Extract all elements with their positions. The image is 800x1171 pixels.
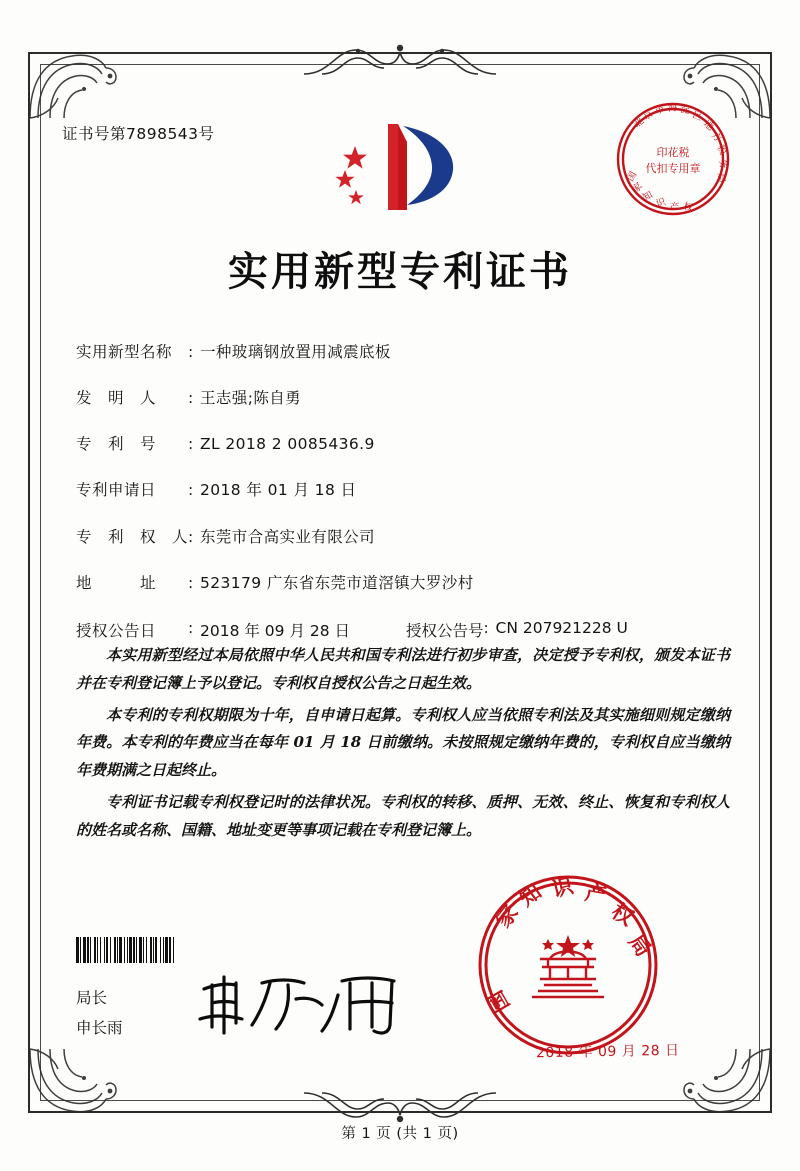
- svg-text:家: 家: [490, 900, 523, 933]
- signature-block: [76, 984, 123, 1043]
- svg-text:方: 方: [708, 129, 724, 145]
- svg-text:家: 家: [630, 180, 645, 196]
- field-label: 发 明 人: [76, 389, 157, 408]
- field-row: [76, 342, 738, 362]
- svg-text:局: 局: [715, 173, 726, 183]
- seal-date: 2018 年 09 月 28 日: [536, 1042, 681, 1062]
- page-footer: 第 1 页 (共 1 页): [341, 1126, 459, 1142]
- svg-text:国: 国: [482, 986, 515, 1017]
- svg-text:北: 北: [631, 115, 647, 131]
- seal-icon: [612, 98, 734, 220]
- field-value: 523179 广东省东莞市道滘镇大罗沙村: [200, 573, 474, 592]
- field-value: 东莞市合高实业有限公司: [200, 527, 375, 546]
- svg-text:知: 知: [641, 189, 655, 204]
- bottom-ornament-icon: [300, 1087, 500, 1127]
- field-colon: :: [188, 527, 194, 546]
- svg-text:识: 识: [549, 872, 576, 902]
- legal-text: [76, 642, 730, 848]
- svg-text:区: 区: [690, 109, 704, 124]
- svg-text:知: 知: [514, 878, 546, 912]
- field-value: 一种玻璃钢放置用减震底板: [200, 343, 391, 361]
- field-colon: :: [188, 481, 194, 500]
- field-label: 专 利 权 人: [76, 527, 189, 546]
- field-row: [76, 527, 738, 547]
- top-ornament-icon: [300, 40, 500, 80]
- grant-date-value: 2018 年 09 月 28 日: [200, 621, 351, 640]
- field-value: ZL 2018 2 0085436.9: [200, 435, 375, 454]
- svg-text:识: 识: [654, 196, 667, 210]
- field-label: 专 利 号: [76, 435, 157, 454]
- field-colon: :: [188, 389, 194, 408]
- field-row: [76, 434, 738, 454]
- svg-text:淀: 淀: [679, 104, 691, 117]
- director-name-label: 申长雨: [76, 1018, 123, 1037]
- svg-text:产: 产: [669, 201, 680, 213]
- svg-text:国: 国: [625, 169, 640, 184]
- paragraph: 本实用新型经过本局依照中华人民共和国专利法进行初步审查，决定授予专利权，颁发本证书并在专利登记簿上予以登记。专利权自授权公告之日起生效。: [76, 646, 730, 692]
- grant-number-value: CN 207921228 U: [495, 618, 628, 637]
- field-value: 2018 年 01 月 18 日: [200, 481, 357, 500]
- certificate-number: 证书号第7898543号: [62, 125, 215, 143]
- barcode: [76, 937, 308, 963]
- grant-row: [76, 619, 738, 641]
- grant-date-label: 授权公告日: [76, 621, 157, 640]
- svg-text:权: 权: [682, 201, 694, 214]
- svg-text:局: 局: [623, 929, 657, 961]
- field-label: 专利申请日: [76, 481, 157, 500]
- field-colon: :: [188, 343, 194, 361]
- svg-text:务: 务: [716, 158, 730, 170]
- field-list: [76, 342, 738, 641]
- paragraph: 专利证书记载专利权登记时的法律状况。专利权的转移、质押、无效、终止、恢复和专利权人的姓名或名称、国籍、地址变更等事项记载在专利登记簿上。: [76, 792, 730, 839]
- svg-text:地: 地: [701, 118, 716, 134]
- svg-text:权: 权: [607, 898, 639, 931]
- field-value: 王志强;陈自勇: [200, 389, 302, 408]
- patent-office-logo-icon: [315, 112, 485, 222]
- field-colon: :: [188, 573, 194, 592]
- svg-text:京: 京: [641, 108, 655, 123]
- svg-text:印花税: 印花税: [656, 146, 690, 159]
- certificate-content: [62, 92, 738, 1081]
- svg-text:产: 产: [583, 879, 609, 908]
- field-label: 地 址: [76, 573, 157, 592]
- field-row: [76, 573, 738, 593]
- field-row: [76, 388, 738, 408]
- paragraph: 本专利的专利权期限为十年，自申请日起算。专利权人应当依照专利法及其实施细则规定缴纳年费。本专利的年费应当在每年 01 月 18 日前缴纳。未按照规定缴纳年费的，专利权自应当缴纳年费期满之日起终止。: [76, 705, 730, 779]
- field-colon: :: [188, 618, 194, 637]
- page-title: 实用新型专利证书: [228, 248, 572, 295]
- director-role-label: 局长: [76, 989, 108, 1008]
- handwritten-signature-icon: [192, 969, 422, 1041]
- svg-text:代扣专用章: 代扣专用章: [645, 162, 701, 175]
- svg-text:海: 海: [667, 102, 678, 114]
- svg-text:税: 税: [714, 143, 729, 157]
- field-row: [76, 480, 738, 500]
- field-colon: :: [483, 618, 489, 637]
- national-emblem-seal-icon: [470, 867, 666, 1063]
- svg-text:市: 市: [653, 103, 666, 117]
- field-label: 实用新型名称: [76, 343, 173, 361]
- field-colon: :: [188, 435, 194, 454]
- grant-number-label: 授权公告号: [406, 621, 484, 640]
